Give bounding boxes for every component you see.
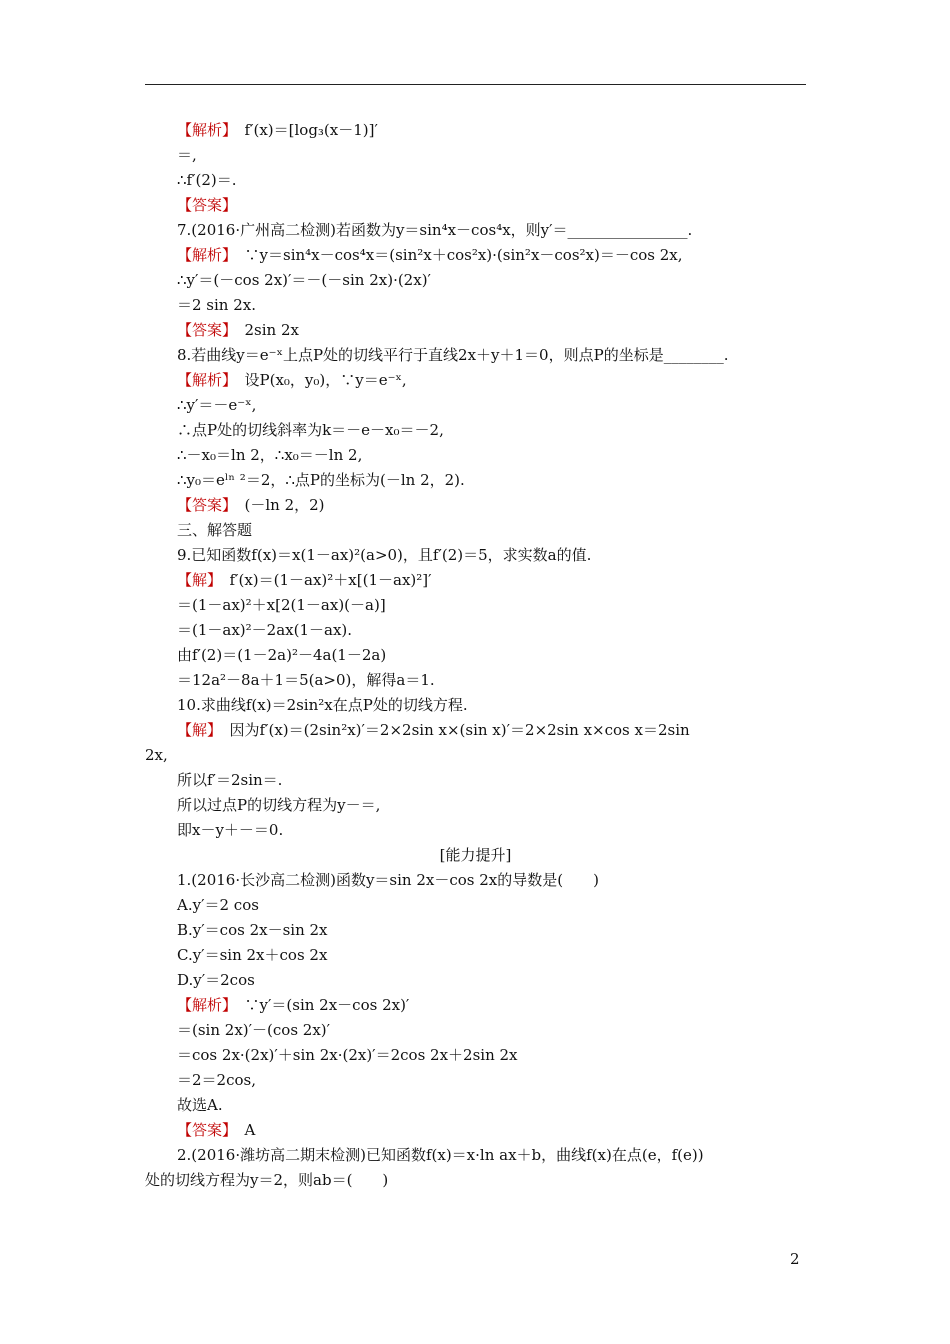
- line-text: ＝cos 2x·(2x)′＋sin 2x·(2x)′＝2cos 2x＋2sin 2x: [177, 1046, 518, 1064]
- line-31: [177, 895, 259, 915]
- line-26: [177, 770, 282, 790]
- tag-solution: 【解】: [177, 721, 215, 739]
- line-text: f′(x)＝(1－ax)²＋x[(1－ax)²]′: [214, 571, 432, 589]
- line-11: [177, 395, 256, 415]
- question-8: 8.若曲线y＝e⁻ˣ上点P处的切线平行于直线2x＋y＋1＝0，则点P的坐标是________.: [177, 346, 729, 364]
- line-text: ∴f′(2)＝.: [177, 171, 237, 189]
- line-28: [177, 820, 283, 840]
- line-21: [177, 645, 386, 665]
- line-37: [177, 1045, 518, 1065]
- line-3: [177, 195, 237, 215]
- line-23: [177, 695, 468, 715]
- line-40: [177, 1120, 255, 1140]
- tag-analysis: 【解析】: [177, 996, 230, 1014]
- line-20: [177, 620, 352, 640]
- line-10: [177, 370, 407, 390]
- page-number: 2: [790, 1250, 800, 1268]
- option-d: D.y′＝2cos: [177, 971, 255, 989]
- line-8: [177, 320, 299, 340]
- line-text: 2x,: [145, 746, 168, 764]
- line-text: ∴点P处的切线斜率为k＝－e－x₀＝－2,: [177, 421, 444, 439]
- section-heading: [能力提升]: [439, 846, 512, 864]
- line-24: [177, 720, 690, 740]
- line-15: [177, 495, 325, 515]
- option-b: B.y′＝cos 2x－sin 2x: [177, 921, 328, 939]
- line-25: [145, 745, 168, 765]
- line-14: [177, 470, 465, 490]
- question-9: 9.已知函数f(x)＝x(1－ax)²(a>0)，且f′(2)＝5，求实数a的值.: [177, 546, 592, 564]
- line-32: [177, 920, 328, 940]
- question-10: 10.求曲线f(x)＝2sin²x在点P处的切线方程.: [177, 696, 468, 714]
- line-text: ∵y′＝(sin 2x－cos 2x)′: [229, 996, 410, 1014]
- line-29: [145, 845, 806, 865]
- line-1: [177, 145, 197, 165]
- line-text: ＝12a²－8a＋1＝5(a>0)，解得a＝1.: [177, 671, 435, 689]
- line-text: ＝2＝2cos,: [177, 1071, 256, 1089]
- line-7: [177, 295, 256, 315]
- line-text: f′(x)＝[log₃(x－1)]′: [229, 121, 378, 139]
- line-text: ＝(1－ax)²＋x[2(1－ax)(－a)]: [177, 596, 386, 614]
- line-39: [177, 1095, 223, 1115]
- line-text: ＝,: [177, 146, 197, 164]
- option-a: A.y′＝2 cos: [177, 896, 259, 914]
- tag-analysis: 【解析】: [177, 246, 230, 264]
- question-ability-1: 1.(2016·长沙高二检测)函数y＝sin 2x－cos 2x的导数是( ): [177, 871, 599, 889]
- line-41: [177, 1145, 704, 1165]
- line-text: 2sin 2x: [229, 321, 299, 339]
- line-42: [145, 1170, 388, 1190]
- line-text: ＝(sin 2x)′－(cos 2x)′: [177, 1021, 331, 1039]
- line-text: ∴y₀＝eˡⁿ ²＝2，∴点P的坐标为(－ln 2，2).: [177, 471, 465, 489]
- question-7: 7.(2016·广州高二检测)若函数为y＝sin⁴x－cos⁴x，则y′＝________________.: [177, 221, 693, 239]
- line-4: [177, 220, 692, 240]
- option-c: C.y′＝sin 2x＋cos 2x: [177, 946, 328, 964]
- line-text: ∵y＝sin⁴x－cos⁴x＝(sin²x＋cos²x)·(sin²x－cos²x)＝－cos 2x,: [229, 246, 683, 264]
- line-text: (－ln 2，2): [229, 496, 325, 514]
- line-text: 所以过点P的切线方程为y－＝,: [177, 796, 381, 814]
- line-34: [177, 970, 255, 990]
- line-36: [177, 1020, 330, 1040]
- tag-answer: 【答案】: [177, 1121, 230, 1139]
- line-38: [177, 1070, 256, 1090]
- line-35: [177, 995, 409, 1015]
- line-5: [177, 245, 683, 265]
- line-12: [177, 420, 444, 440]
- section-heading: 三、解答题: [177, 521, 253, 539]
- line-17: [177, 545, 591, 565]
- line-0: [177, 120, 378, 140]
- line-text: 由f′(2)＝(1－2a)²－4a(1－2a): [177, 646, 387, 664]
- line-27: [177, 795, 380, 815]
- line-30: [177, 870, 599, 890]
- line-9: [177, 345, 728, 365]
- line-text: ＝(1－ax)²－2ax(1－ax).: [177, 621, 353, 639]
- line-text: 所以f′＝2sin＝.: [177, 771, 283, 789]
- line-33: [177, 945, 327, 965]
- line-13: [177, 445, 362, 465]
- line-19: [177, 595, 386, 615]
- line-text: 设P(x₀，y₀)，∵y＝e⁻ˣ,: [229, 371, 407, 389]
- line-text: 即x－y＋－＝0.: [177, 821, 284, 839]
- tag-answer: 【答案】: [177, 496, 230, 514]
- line-text: A: [229, 1121, 256, 1139]
- tag-answer: 【答案】: [177, 321, 230, 339]
- tag-solution: 【解】: [177, 571, 215, 589]
- header-rule: [145, 84, 806, 85]
- line-16: [177, 520, 252, 540]
- tag-answer: 【答案】: [177, 196, 238, 214]
- line-text: 因为f′(x)＝(2sin²x)′＝2×2sin x×(sin x)′＝2×2sin x×cos x＝2sin: [214, 721, 690, 739]
- line-18: [177, 570, 432, 590]
- line-text: ∴y′＝(－cos 2x)′＝－(－sin 2x)·(2x)′: [177, 271, 431, 289]
- line-text: ∴－x₀＝ln 2，∴x₀＝－ln 2,: [177, 446, 363, 464]
- tag-analysis: 【解析】: [177, 121, 230, 139]
- line-2: [177, 170, 237, 190]
- tag-analysis: 【解析】: [177, 371, 230, 389]
- line-text: 处的切线方程为y＝2，则ab＝( ): [145, 1171, 389, 1189]
- line-text: ＝2 sin 2x.: [177, 296, 257, 314]
- line-22: [177, 670, 435, 690]
- line-text: 故选A.: [177, 1096, 223, 1114]
- line-6: [177, 270, 431, 290]
- question-ability-2: 2.(2016·潍坊高二期末检测)已知函数f(x)＝x·ln ax＋b，曲线f(x)在点(e，f(e)): [177, 1146, 704, 1164]
- line-text: ∴y′＝－e⁻ˣ,: [177, 396, 257, 414]
